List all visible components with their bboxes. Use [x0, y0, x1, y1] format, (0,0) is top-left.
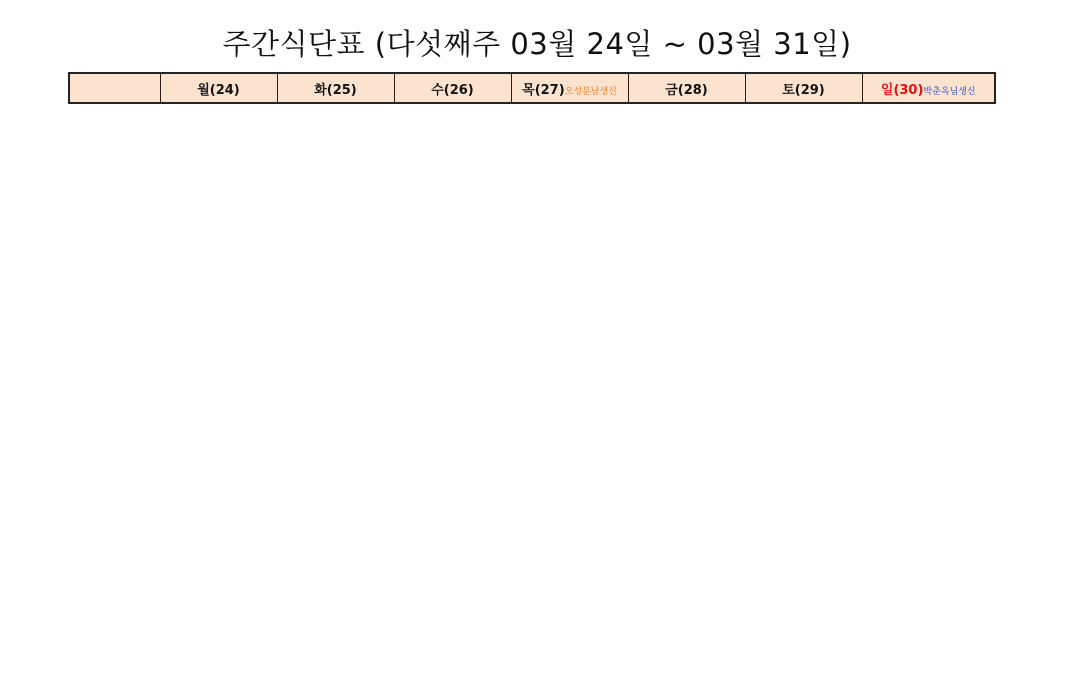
- day-header-tue: 화(25): [277, 73, 394, 103]
- birthday-note: 오성분남생신: [564, 86, 617, 97]
- page-title: 주간식단표 (다섯째주 03월 24일 ~ 03월 31일): [222, 27, 852, 61]
- birthday-note: 박춘옥님생신: [923, 86, 976, 97]
- day-header-mon: 월(24): [160, 73, 277, 103]
- day-header-thu: 목(27)오성분남생신: [511, 73, 628, 103]
- header-corner: [69, 73, 160, 103]
- day-header-sat: 토(29): [745, 73, 862, 103]
- weekly-menu-table: [68, 72, 996, 104]
- day-header-row: [69, 73, 995, 103]
- day-header-sun: 일(30)박춘옥님생신: [862, 73, 995, 103]
- day-header-wed: 수(26): [394, 73, 511, 103]
- day-header-fri: 금(28): [628, 73, 745, 103]
